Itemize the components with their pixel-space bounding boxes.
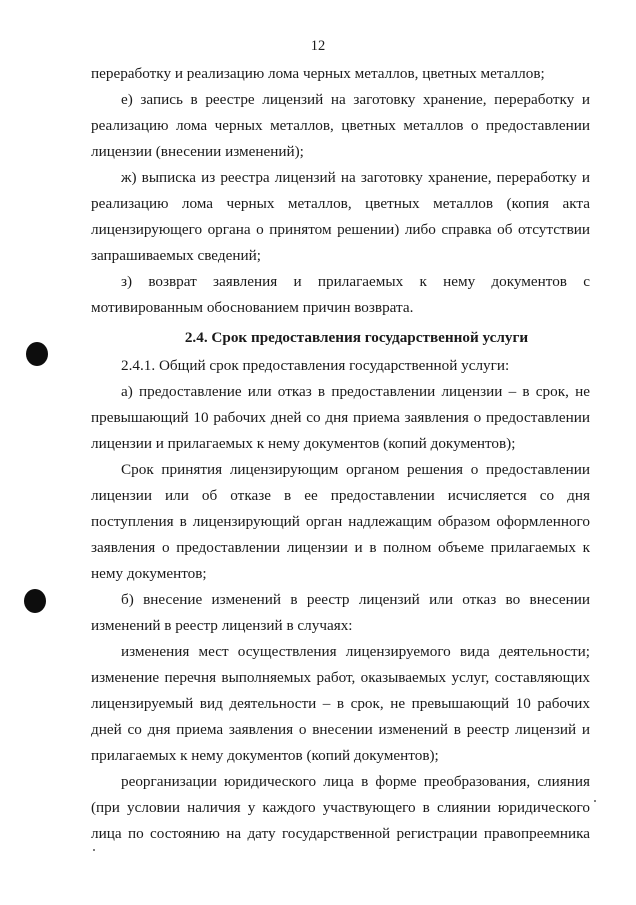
paragraph: а) предоставление или отказ в предоставлении лицензии – в срок, не превышающий 10 рабочих дней со дня приема заявления о предоставлении лицензии и прилагаемых к нему документов (копий документов);: [91, 383, 590, 452]
paragraph: реорганизации юридического лица в форме преобразования, слияния (при условии наличия у каждого участвующего в слиянии юридического лица по состоянию на дату государственной регистрации правопреемника: [91, 773, 590, 842]
paragraph: переработку и реализацию лома черных металлов, цветных металлов;: [91, 65, 545, 82]
page-number: 12: [310, 38, 326, 54]
scan-speck: [594, 800, 596, 802]
section-heading: 2.4. Срок предоставления государственной услуги: [184, 329, 529, 346]
paragraph: ж) выписка из реестра лицензий на заготовку хранение, переработку и реализацию лома черных металлов, цветных металлов (копия акта лицензирующего органа о принятом решении) либо справка об отсутствии запрашиваемых сведений;: [91, 169, 590, 264]
scan-speck: [93, 849, 95, 851]
document-body: [91, 61, 590, 847]
paragraph: 2.4.1. Общий срок предоставления государственной услуги:: [121, 357, 510, 374]
paragraph: б) внесение изменений в реестр лицензий или отказ во внесении изменений в реестр лицензий в случаях:: [91, 591, 590, 634]
punch-hole-lower: [24, 589, 46, 613]
paragraph: Срок принятия лицензирующим органом решения о предоставлении лицензии или об отказе в ее предоставлении исчисляется со дня поступления в лицензирующий орган надлежащим образом оформленного заявления о предоставлении лицензии и в полном объеме прилагаемых к нему документов;: [91, 461, 590, 582]
paragraph: е) запись в реестре лицензий на заготовку хранение, переработку и реализацию лома черных металлов, цветных металлов о предоставлении лицензии (внесении изменений);: [91, 91, 590, 160]
paragraph: з) возврат заявления и прилагаемых к нему документов с мотивированным обоснованием причин возврата.: [91, 273, 590, 316]
punch-hole-upper: [26, 342, 48, 366]
paragraph: изменения мест осуществления лицензируемого вида деятельности; изменение перечня выполняемых работ, оказываемых услуг, составляющих лицензируемый вид деятельности – в срок, не превышающий 10 рабочих дней со дня приема заявления о внесении изменений в реестр лицензий и прилагаемых к нему документов (копий документов);: [91, 643, 590, 764]
